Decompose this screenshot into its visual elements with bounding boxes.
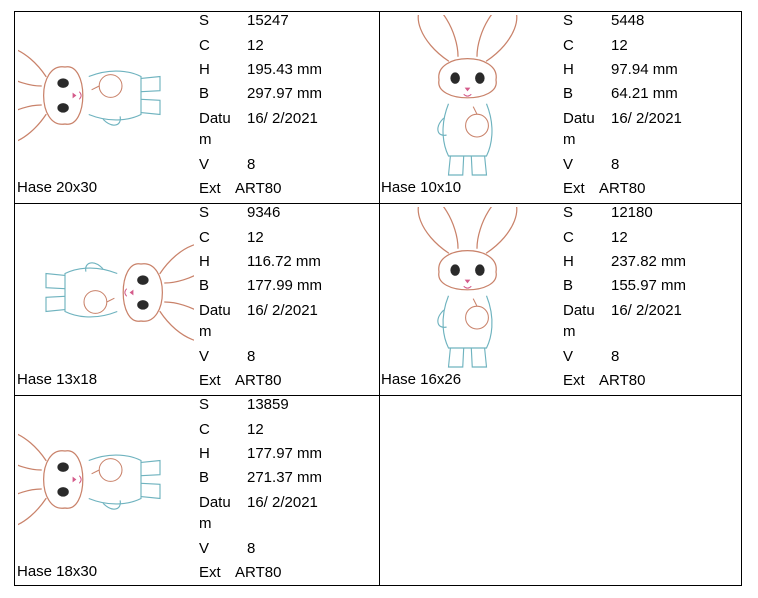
version-label: V (563, 156, 574, 173)
extension-value: ART80 (235, 564, 282, 581)
date-value: 16/ 2/2021 (611, 110, 682, 127)
height-value: 97.94 mm (611, 61, 678, 78)
stitches-value: 5448 (611, 12, 645, 29)
date-label: Datum (563, 302, 595, 340)
height-label: H (199, 61, 210, 78)
date-label: Datum (199, 494, 231, 532)
height-label: H (199, 253, 210, 270)
colors-value: 12 (611, 229, 628, 246)
width-label: B (199, 85, 210, 102)
colors-label: C (199, 229, 210, 246)
colors-value: 12 (247, 37, 264, 54)
colors-label: C (199, 37, 210, 54)
version-value: 8 (247, 348, 256, 365)
stitches-value: 15247 (247, 12, 289, 29)
version-label: V (199, 348, 210, 365)
height-value: 116.72 mm (247, 253, 321, 270)
date-value: 16/ 2/2021 (611, 302, 682, 319)
extension-value: ART80 (599, 372, 646, 389)
width-label: B (563, 85, 574, 102)
extension-label: Ext (199, 180, 221, 197)
height-value: 177.97 mm (247, 445, 323, 462)
bunny-embroidery-design (18, 15, 194, 181)
width-value: 177.99 mm (247, 277, 323, 294)
design-cell (14, 11, 378, 203)
extension-label: Ext (199, 564, 221, 581)
design-cell (378, 203, 742, 395)
height-label: H (563, 253, 574, 270)
date-label: Datum (199, 110, 231, 148)
stitches-value: 13859 (247, 396, 289, 413)
height-value: 237.82 mm (611, 253, 687, 270)
bunny-embroidery-design (382, 15, 558, 181)
extension-value: ART80 (235, 180, 282, 197)
version-value: 8 (611, 348, 620, 365)
stitches-value: 12180 (611, 204, 653, 221)
colors-value: 12 (247, 229, 264, 246)
stitches-label: S (563, 204, 574, 221)
width-label: B (199, 469, 210, 486)
colors-label: C (563, 37, 574, 54)
version-value: 8 (611, 156, 620, 173)
version-value: 8 (247, 540, 256, 557)
design-cell (14, 395, 378, 587)
extension-value: ART80 (235, 372, 282, 389)
design-name: Hase 16x26 (381, 371, 462, 388)
design-name: Hase 20x30 (17, 179, 98, 196)
extension-label: Ext (563, 180, 585, 197)
bunny-embroidery-design (18, 207, 194, 373)
stitches-value: 9346 (247, 204, 281, 221)
bunny-embroidery-design (382, 207, 558, 373)
design-cell (378, 11, 742, 203)
width-value: 155.97 mm (611, 277, 687, 294)
width-value: 64.21 mm (611, 85, 678, 102)
stitches-label: S (199, 396, 210, 413)
date-value: 16/ 2/2021 (247, 494, 318, 511)
width-label: B (563, 277, 574, 294)
height-value: 195.43 mm (247, 61, 323, 78)
date-label: Datum (199, 302, 231, 340)
height-label: H (199, 445, 210, 462)
stitches-label: S (199, 204, 210, 221)
date-value: 16/ 2/2021 (247, 302, 318, 319)
version-label: V (563, 348, 574, 365)
date-value: 16/ 2/2021 (247, 110, 318, 127)
stitches-label: S (563, 12, 574, 29)
width-label: B (199, 277, 210, 294)
bunny-embroidery-design (18, 399, 194, 565)
version-label: V (199, 156, 210, 173)
version-label: V (199, 540, 210, 557)
design-name: Hase 18x30 (17, 563, 98, 580)
version-value: 8 (247, 156, 256, 173)
design-cell (14, 203, 378, 395)
design-name: Hase 10x10 (381, 179, 462, 196)
colors-value: 12 (247, 421, 264, 438)
design-name: Hase 13x18 (17, 371, 98, 388)
extension-label: Ext (563, 372, 585, 389)
colors-label: C (563, 229, 574, 246)
colors-label: C (199, 421, 210, 438)
stitches-label: S (199, 12, 210, 29)
colors-value: 12 (611, 37, 628, 54)
date-label: Datum (563, 110, 595, 148)
height-label: H (563, 61, 574, 78)
extension-value: ART80 (599, 180, 646, 197)
width-value: 297.97 mm (247, 85, 323, 102)
width-value: 271.37 mm (247, 469, 323, 486)
extension-label: Ext (199, 372, 221, 389)
